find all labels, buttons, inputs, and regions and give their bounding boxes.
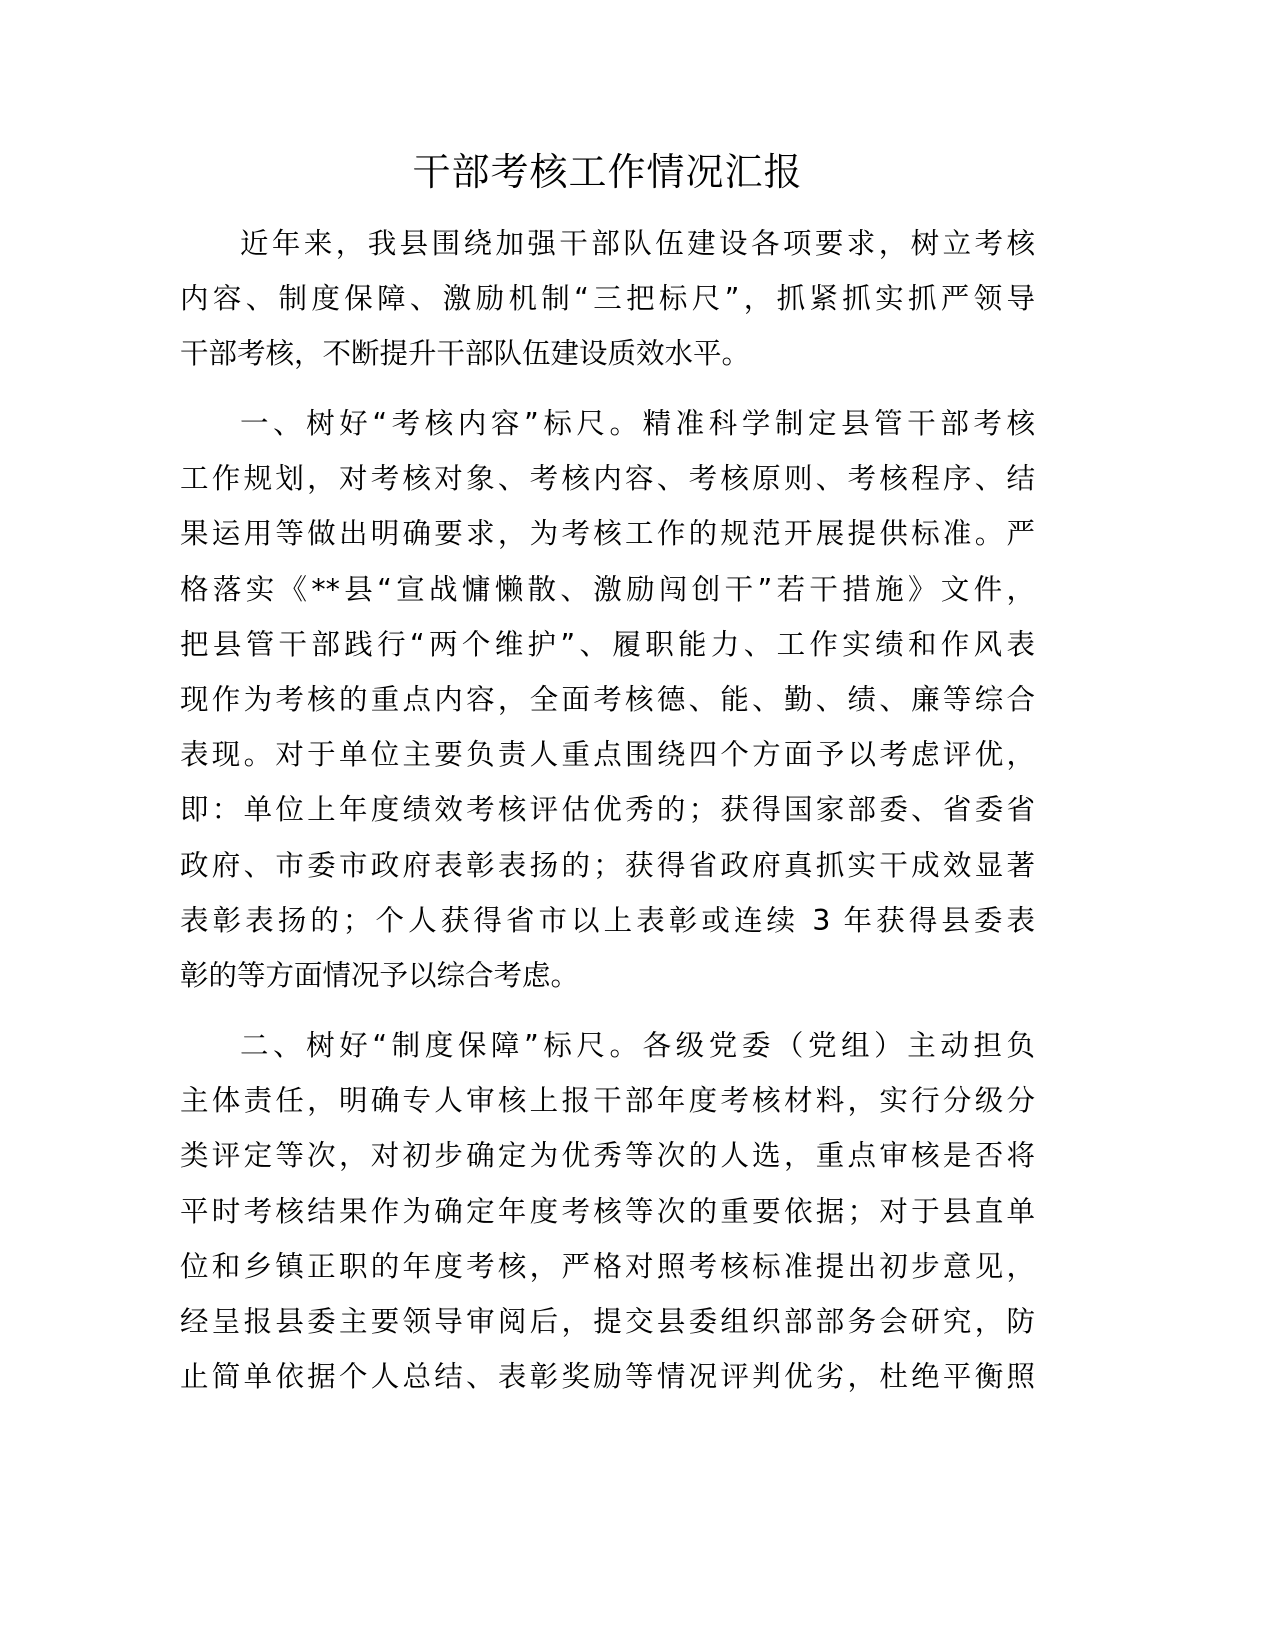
text-line: 位和乡镇正职的年度考核，严格对照考核标准提出初步意见， — [180, 1249, 1035, 1283]
text-line: 工作规划，对考核对象、考核内容、考核原则、考核程序、结 — [180, 462, 1035, 496]
paragraph-intro — [180, 216, 1035, 382]
text-line: 格落实《**县“宣战慵懒散、激励闯创干”若干措施》文件， — [180, 572, 1035, 606]
text-line: 把县管干部践行“两个维护”、履职能力、工作实绩和作风表 — [180, 627, 1035, 661]
text-line: 一、树好“考核内容”标尺。精准科学制定县管干部考核 — [240, 407, 1035, 440]
text-line: 主体责任，明确专人审核上报干部年度考核材料，实行分级分 — [180, 1084, 1035, 1118]
text-line: 内容、制度保障、激励机制“三把标尺”，抓紧抓实抓严领导 — [180, 282, 1035, 316]
text-line: 表现。对于单位主要负责人重点围绕四个方面予以考虑评优， — [180, 738, 1035, 772]
paragraph-institutional-guarantee — [180, 1018, 1035, 1404]
text-line: 果运用等做出明确要求，为考核工作的规范开展提供标准。严 — [180, 517, 1035, 551]
paragraph-assessment-content — [180, 396, 1035, 1003]
text-line: 止简单依据个人总结、表彰奖励等情况评判优劣，杜绝平衡照 — [180, 1360, 1035, 1394]
text-line: 现作为考核的重点内容，全面考核德、能、勤、绩、廉等综合 — [180, 682, 1035, 716]
text-line: 干部考核，不断提升干部队伍建设质效水平。 — [180, 337, 751, 371]
text-line: 平时考核结果作为确定年度考核等次的重要依据；对于县直单 — [180, 1194, 1035, 1228]
text-line: 即：单位上年度绩效考核评估优秀的；获得国家部委、省委省 — [180, 793, 1035, 827]
text-line: 政府、市委市政府表彰表扬的；获得省政府真抓实干成效显著 — [180, 848, 1035, 882]
text-line: 二、树好“制度保障”标尺。各级党委（党组）主动担负 — [240, 1029, 1035, 1062]
text-line: 类评定等次，对初步确定为优秀等次的人选，重点审核是否将 — [180, 1139, 1035, 1173]
text-line: 彰的等方面情况予以综合考虑。 — [180, 958, 580, 992]
text-line: 经呈报县委主要领导审阅后，提交县委组织部部务会研究，防 — [180, 1304, 1035, 1338]
text-line: 近年来，我县围绕加强干部队伍建设各项要求，树立考核 — [240, 227, 1035, 260]
document-title: 干部考核工作情况汇报 — [412, 150, 803, 194]
text-line: 表彰表扬的；个人获得省市以上表彰或连续 3 年获得县委表 — [180, 903, 1035, 937]
